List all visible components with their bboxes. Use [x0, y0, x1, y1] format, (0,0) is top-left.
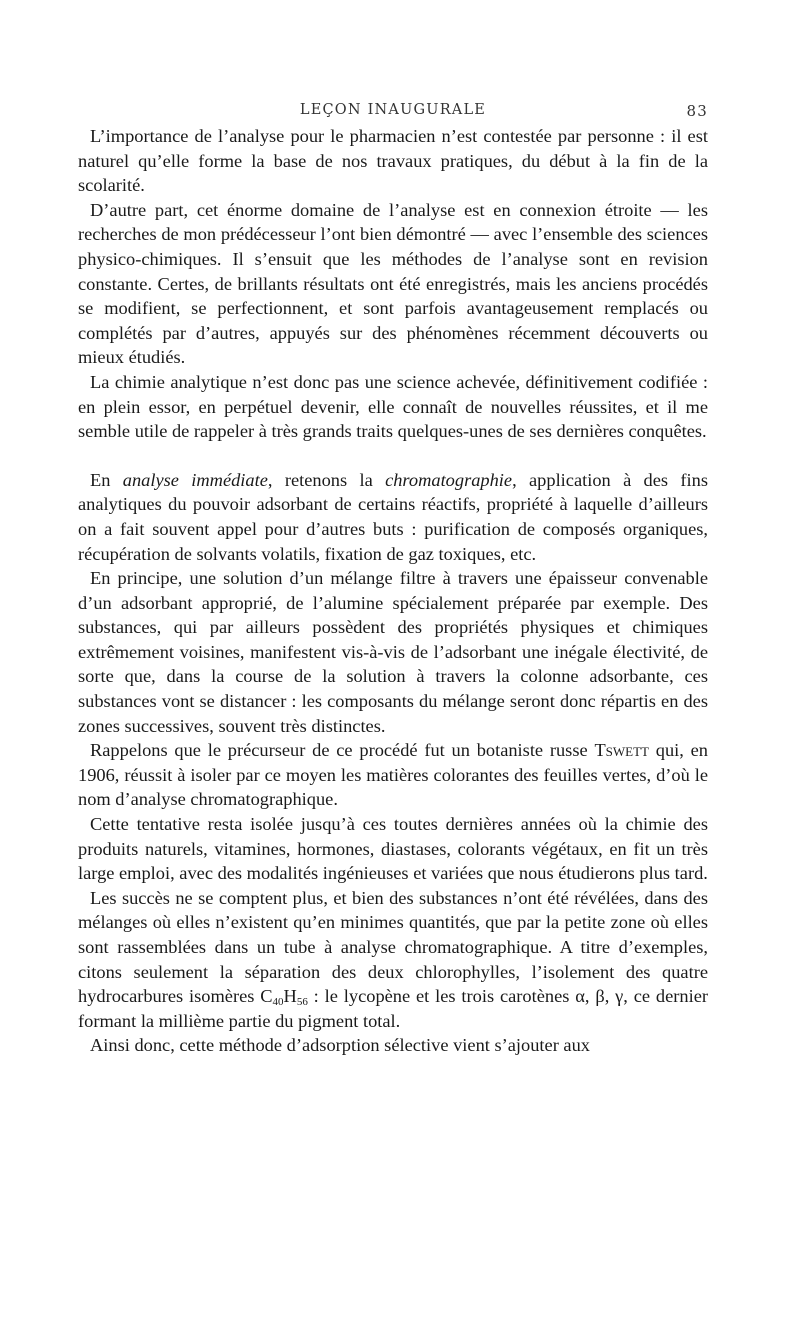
- formula-subscript: 40: [272, 996, 284, 1009]
- page-number: 83: [686, 102, 708, 120]
- text-run: , retenons la: [267, 469, 386, 490]
- italic-term-chromatographie: chromatographie: [385, 469, 513, 490]
- paragraph-3: La chimie analytique n’est donc pas une science achevée, définitivement codifiée : en plein essor, en perpétuel devenir, elle connaît de nouvelles réussites, et il me semble utile de rappeler à très grands traits quelques-unes de ses dernières conquêtes.: [78, 371, 708, 442]
- body-text: [78, 124, 708, 1058]
- author-name-tswett: Tswett: [594, 740, 649, 761]
- italic-term-analyse-immediate: analyse immédiate: [122, 469, 268, 490]
- paragraph-7: Cette tentative resta isolée jusqu’à ces toutes dernières années où la chimie des produits naturels, vitamines, hormones, diastases, colorants végétaux, en fit un très large emploi, avec des modalités ingénieuses et variées que nous étudierons plus tard.: [78, 814, 708, 884]
- text-run: qui, en 1906, réussit à isoler par ce moyen les matières colorantes des feuilles vertes, d’où le nom d’analyse chromatographique.: [78, 740, 708, 810]
- text-run: , application à des fins analytiques du pouvoir adsorbant de certains réactifs, propriété à laquelle d’ailleurs on a fait souvent appel pour d’autres buts : purification de composés organiques, récupération de solvants volatils, fixation de gaz toxiques, etc.: [78, 469, 708, 564]
- text-run: En: [90, 469, 123, 490]
- text-run: Rappelons que le précurseur de ce procédé fut un botaniste russe: [90, 740, 595, 761]
- paragraph-8: [78, 886, 708, 1034]
- paragraph-4: [78, 468, 708, 566]
- paragraph-1: L’importance de l’analyse pour le pharmacien n’est contestée par personne : il est naturel qu’elle forme la base de nos travaux pratiques, du début à la fin de la scolarité.: [78, 126, 708, 196]
- paragraph-9: Ainsi donc, cette méthode d’adsorption sélective vient s’ajouter aux: [90, 1035, 590, 1056]
- text-run: : le lycopène et les trois carotènes α, β, γ, ce dernier formant la millième partie du pigment total.: [78, 986, 708, 1031]
- formula-element: H: [283, 986, 297, 1007]
- section-gap: [78, 444, 708, 468]
- running-head: [78, 98, 708, 124]
- paragraph-2: D’autre part, cet énorme domaine de l’analyse est en connexion étroite — les recherches de mon prédécesseur l’ont bien démontré — avec l’ensemble des sciences physico-chimiques. Il s’ensuit que les méthodes de l’analyse sont en revision constante. Certes, de brillants résultats ont été enregistrés, mais les anciens procédés se modifient, se perfectionnent, et sont parfois avantageusement remplacés ou complétés par d’autres, appuyés sur des phénomènes récemment découverts ou mieux étudiés.: [78, 199, 708, 368]
- formula-subscript: 56: [296, 996, 308, 1009]
- running-title: LEÇON INAUGURALE: [299, 102, 487, 118]
- text-run: Les succès ne se comptent plus, et bien des substances n’ont été révélées, dans des mélanges où elles n’existent qu’en minimes quantités, que par la petite zone où elles sont rassemblées dans un tube à analyse chromatographique. A titre d’exemples, citons seulement la séparation des deux chlorophylles, l’isolement des quatre hydrocarbures isomères C: [78, 887, 708, 1007]
- paragraph-6: [78, 738, 708, 812]
- paragraph-5: En principe, une solution d’un mélange filtre à travers une épaisseur convenable d’un adsorbant approprié, de l’alumine spécialement préparée par exemple. Des substances, qui par ailleurs possèdent des propriétés physiques et chimiques extrêmement voisines, manifestent vis-à-vis de l’adsorbant une inégale électivité, de sorte que, dans la course de la solution à travers la colonne adsorbante, ces substances vont se distancer : les composants du mélange seront donc répartis en des zones successives, souvent très distinctes.: [78, 568, 708, 736]
